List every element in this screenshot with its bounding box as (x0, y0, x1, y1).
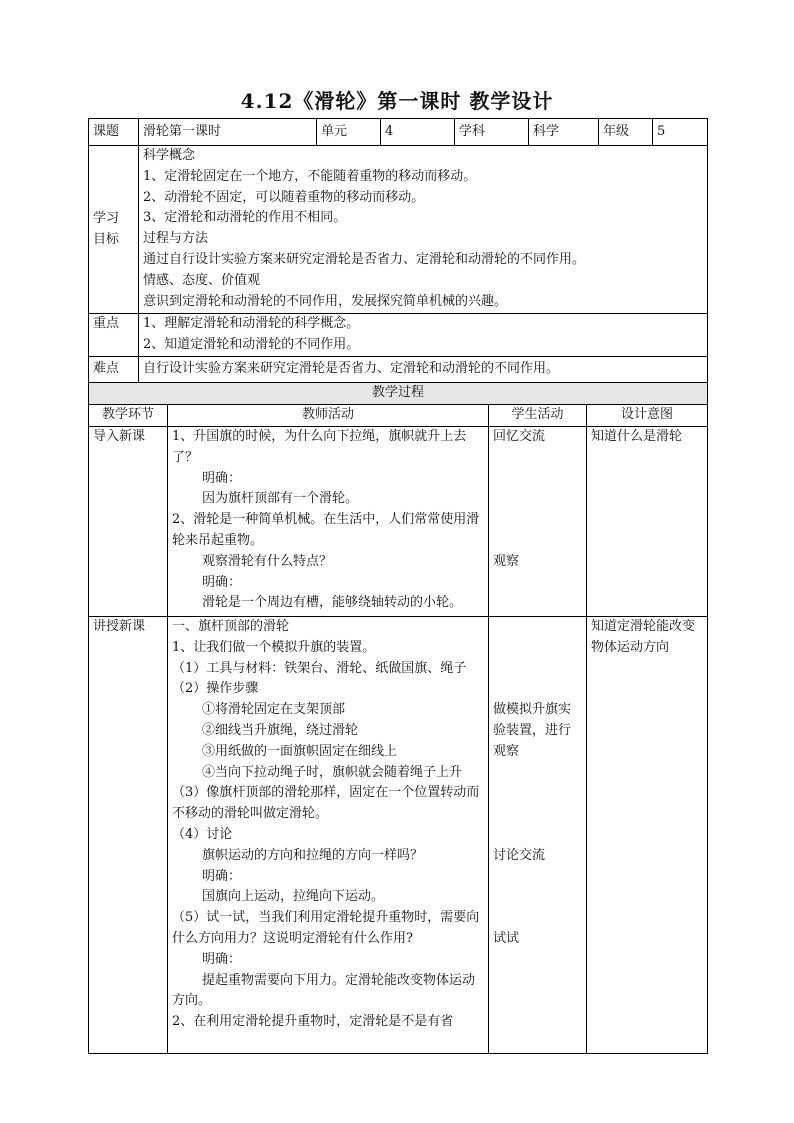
teach-stage: 讲授新课 (89, 617, 168, 1054)
topic-row (89, 119, 708, 146)
intro-student (489, 427, 587, 617)
difficulty-text: 自行设计实验方案来研究定滑轮是否省力、定滑轮和动滑轮的不同作用。 (139, 356, 708, 383)
intro-stage: 导入新课 (89, 427, 168, 617)
difficulty-label: 难点 (89, 356, 139, 383)
teach-row (89, 617, 708, 1054)
topic-value: 滑轮第一课时 (139, 119, 317, 146)
process-heading: 教学过程 (89, 383, 708, 405)
key-points-row (89, 314, 708, 357)
goals-line: 3、定滑轮和动滑轮的作用不相同。 (143, 210, 347, 226)
goals-line: 通过自行设计实验方案来研究定滑轮是否省力、定滑轮和动滑轮的不同作用。 (143, 251, 586, 267)
teach-teacher (168, 617, 489, 1054)
intro-row (89, 427, 708, 617)
lesson-info-table (88, 118, 708, 384)
topic-label: 课题 (89, 119, 139, 146)
goals-line: 过程与方法 (143, 231, 209, 247)
process-columns-row (89, 405, 708, 427)
process-table (88, 382, 708, 1054)
teacher-line: （5）试一试，当我们利用定滑轮提升重物时，需要向什么方向用力？这说明定滑轮有什么作用? (172, 910, 480, 946)
key-point-line: 1、理解定滑轮和动滑轮的科学概念。 (143, 316, 360, 331)
goals-label (89, 146, 139, 314)
goals-line: 2、动滑轮不固定，可以随着重物的移动而移动。 (143, 189, 425, 205)
student-line: 讨论交流 (493, 847, 546, 863)
teacher-line: ③用纸做的一面旗帜固定在细线上 (202, 743, 398, 759)
teacher-line: 1、让我们做一个模拟升旗的装置。 (172, 639, 376, 655)
goals-line: 情感、态度、价值观 (143, 272, 261, 288)
grade-label: 年级 (599, 119, 653, 146)
teacher-line: 观察滑轮有什么特点？ (202, 553, 333, 569)
teacher-line: 1、升国旗的时候，为什么向下拉绳，旗帜就升上去了？ (172, 429, 467, 465)
column-header-teacher: 教师活动 (168, 405, 489, 427)
teacher-line: 一、旗杆顶部的滑轮 (172, 619, 290, 634)
column-header-intent: 设计意图 (587, 405, 708, 427)
intro-intent: 知道什么是滑轮 (587, 427, 708, 617)
teacher-line: 明确： (202, 951, 242, 967)
column-header-student: 学生活动 (489, 405, 587, 427)
goals-line: 意识到定滑轮和动滑轮的不同作用，发展探究简单机械的兴趣。 (143, 293, 508, 309)
teacher-line: ①将滑轮固定在支架顶部 (202, 702, 346, 718)
teacher-line: 2、滑轮是一种简单机械。在生活中，人们常常使用滑轮来吊起重物。 (172, 512, 480, 548)
teacher-line: ④当向下拉动绳子时，旗帜就会随着绳子上升 (202, 764, 463, 780)
grade-value: 5 (653, 119, 708, 146)
key-points-content (139, 314, 708, 357)
teach-student (489, 617, 587, 1054)
subject-value: 科学 (529, 119, 599, 146)
teacher-line: 旗帜运动的方向和拉绳的方向一样吗？ (202, 847, 424, 863)
teacher-line: ②细线当升旗绳，绕过滑轮 (202, 722, 359, 738)
goals-label-line-1: 学习 (93, 210, 120, 226)
student-line: 做模拟升旗实验装置，进行观察 (493, 702, 572, 759)
teacher-line: 滑轮是一个周边有槽，能够绕轴转动的小轮。 (202, 595, 463, 611)
teacher-line: 国旗向上运动，拉绳向下运动。 (202, 889, 385, 905)
teacher-line: 提起重物需要向下用力。定滑轮能改变物体运动方向。 (172, 972, 476, 1009)
process-heading-row (89, 383, 708, 405)
intro-teacher (168, 427, 489, 617)
unit-value: 4 (381, 119, 455, 146)
teacher-line: 2、在利用定滑轮提升重物时，定滑轮是不是有省 (172, 1014, 454, 1030)
teacher-line: 明确： (202, 470, 242, 486)
column-header-stage: 教学环节 (89, 405, 168, 427)
student-line: 试试 (493, 930, 520, 946)
key-points-label: 重点 (89, 314, 139, 357)
teacher-line: （4）讨论 (172, 826, 233, 842)
teach-intent: 知道定滑轮能改变物体运动方向 (587, 617, 708, 1054)
goals-row (89, 146, 708, 314)
goals-line: 1、定滑轮固定在一个地方，不能随着重物的移动而移动。 (143, 168, 477, 184)
teacher-line: （3）像旗杆顶部的滑轮那样，固定在一个位置转动而不移动的滑轮叫做定滑轮。 (172, 785, 480, 822)
student-line: 回忆交流 (493, 429, 546, 444)
teacher-line: （1）工具与材料：铁架台、滑轮、纸做国旗、绳子 (172, 660, 467, 676)
goals-line: 科学概念 (143, 148, 196, 163)
student-line: 观察 (493, 553, 520, 569)
goals-content (139, 146, 708, 314)
teacher-line: 明确： (202, 574, 242, 590)
goals-label-line-2: 目标 (93, 231, 120, 247)
teacher-line: 因为旗杆顶部有一个滑轮。 (202, 491, 359, 507)
teacher-line: 明确： (202, 868, 242, 884)
difficulty-row (89, 356, 708, 383)
unit-label: 单元 (317, 119, 381, 146)
teacher-line: （2）操作步骤 (172, 681, 259, 697)
subject-label: 学科 (455, 119, 529, 146)
key-point-line: 2、知道定滑轮和动滑轮的不同作用。 (143, 336, 360, 352)
page-title: 4.12《滑轮》第一课时 教学设计 (240, 89, 554, 113)
